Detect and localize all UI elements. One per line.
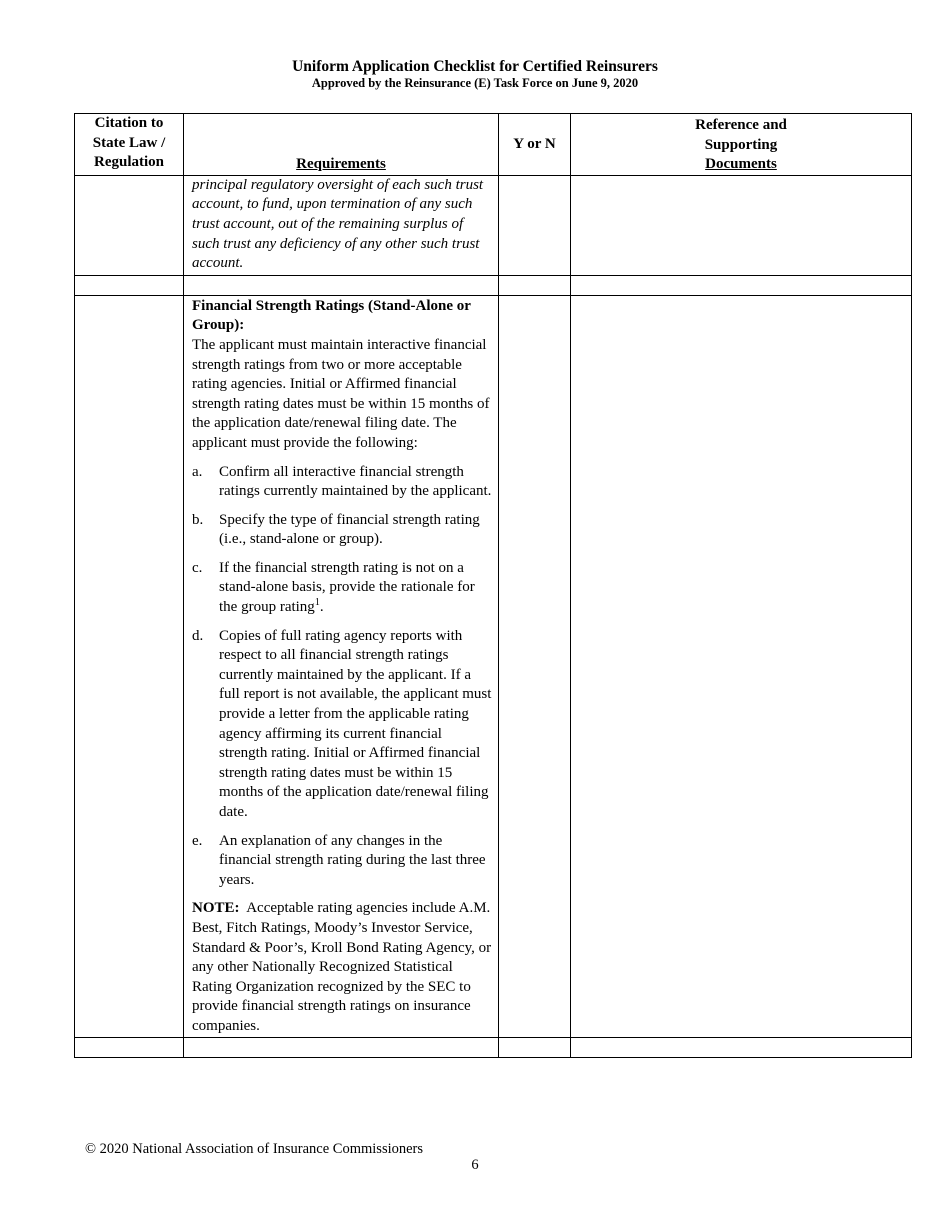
footnote-marker: 1	[314, 597, 320, 609]
list-item: e. An explanation of any changes in the financial strength rating during the last three years.	[192, 832, 486, 888]
requirement-list	[192, 463, 492, 891]
document-title: Uniform Application Checklist for Certified Reinsurers	[292, 58, 658, 75]
document-header	[0, 57, 950, 91]
checklist-table	[74, 113, 912, 1058]
column-header-requirements: Requirements	[184, 114, 499, 176]
column-header-reference: Reference and Supporting Documents	[571, 114, 912, 176]
table-row	[75, 1037, 912, 1057]
section-heading: Financial Strength Ratings (Stand-Alone or Group):	[192, 297, 471, 334]
citation-cell	[75, 175, 184, 275]
page-number: 6	[471, 1157, 479, 1173]
column-header-y-or-n: Y or N	[499, 114, 571, 176]
y-or-n-cell	[499, 175, 571, 275]
column-header-citation: Citation to State Law / Regulation	[75, 114, 184, 176]
note-text: Acceptable rating agencies include A.M. Best, Fitch Ratings, Moody’s Investor Service, Standard & Poor’s, Kroll Bond Rating Agency, or any other Nationally Recognized Statistical Rating Organization recognized by the SEC to provide financial strength ratings on insurance companies.	[192, 900, 492, 1034]
table-row	[75, 275, 912, 295]
table-header-row	[75, 114, 912, 176]
list-item: c. If the financial strength rating is not on a stand-alone basis, provide the rationale for the group rating$^1$.	[192, 559, 475, 616]
list-item: a. Confirm all interactive financial strength ratings currently maintained by the applicant.	[192, 463, 492, 500]
continued-requirement-text: principal regulatory oversight of each such trust account, to fund, upon termination of any such trust account, out of the remaining surplus of such trust any deficiency of any other such trust account.	[184, 175, 499, 275]
table-row	[75, 175, 912, 275]
reference-cell	[571, 295, 912, 1037]
copyright-footer: © 2020 National Association of Insurance Commissioners	[85, 1141, 424, 1157]
y-or-n-cell	[499, 295, 571, 1037]
table-row	[75, 295, 912, 1037]
document-subtitle: Approved by the Reinsurance (E) Task Force on June 9, 2020	[311, 76, 639, 90]
requirement-cell	[184, 295, 499, 1037]
list-item: d. Copies of full rating agency reports with respect to all financial strength ratings currently maintained by the applicant. If a full report is not available, the applicant must provide a letter from the applicable rating agency affirming its current financial strength rating. Initial or Affirmed financial strength rating dates must be within 15 months of the application date/renewal filing date.	[192, 627, 492, 820]
note-label: NOTE:	[192, 900, 240, 917]
section-intro: The applicant must maintain interactive financial strength ratings from two or more acceptable rating agencies. Initial or Affirmed financial strength rating dates must be within 15 months of the application date/renewal filing date. The applicant must provide the following:	[192, 336, 490, 451]
reference-cell	[571, 175, 912, 275]
citation-cell	[75, 295, 184, 1037]
note-paragraph	[192, 899, 492, 1036]
list-item: b. Specify the type of financial strength rating (i.e., stand-alone or group).	[192, 511, 480, 548]
